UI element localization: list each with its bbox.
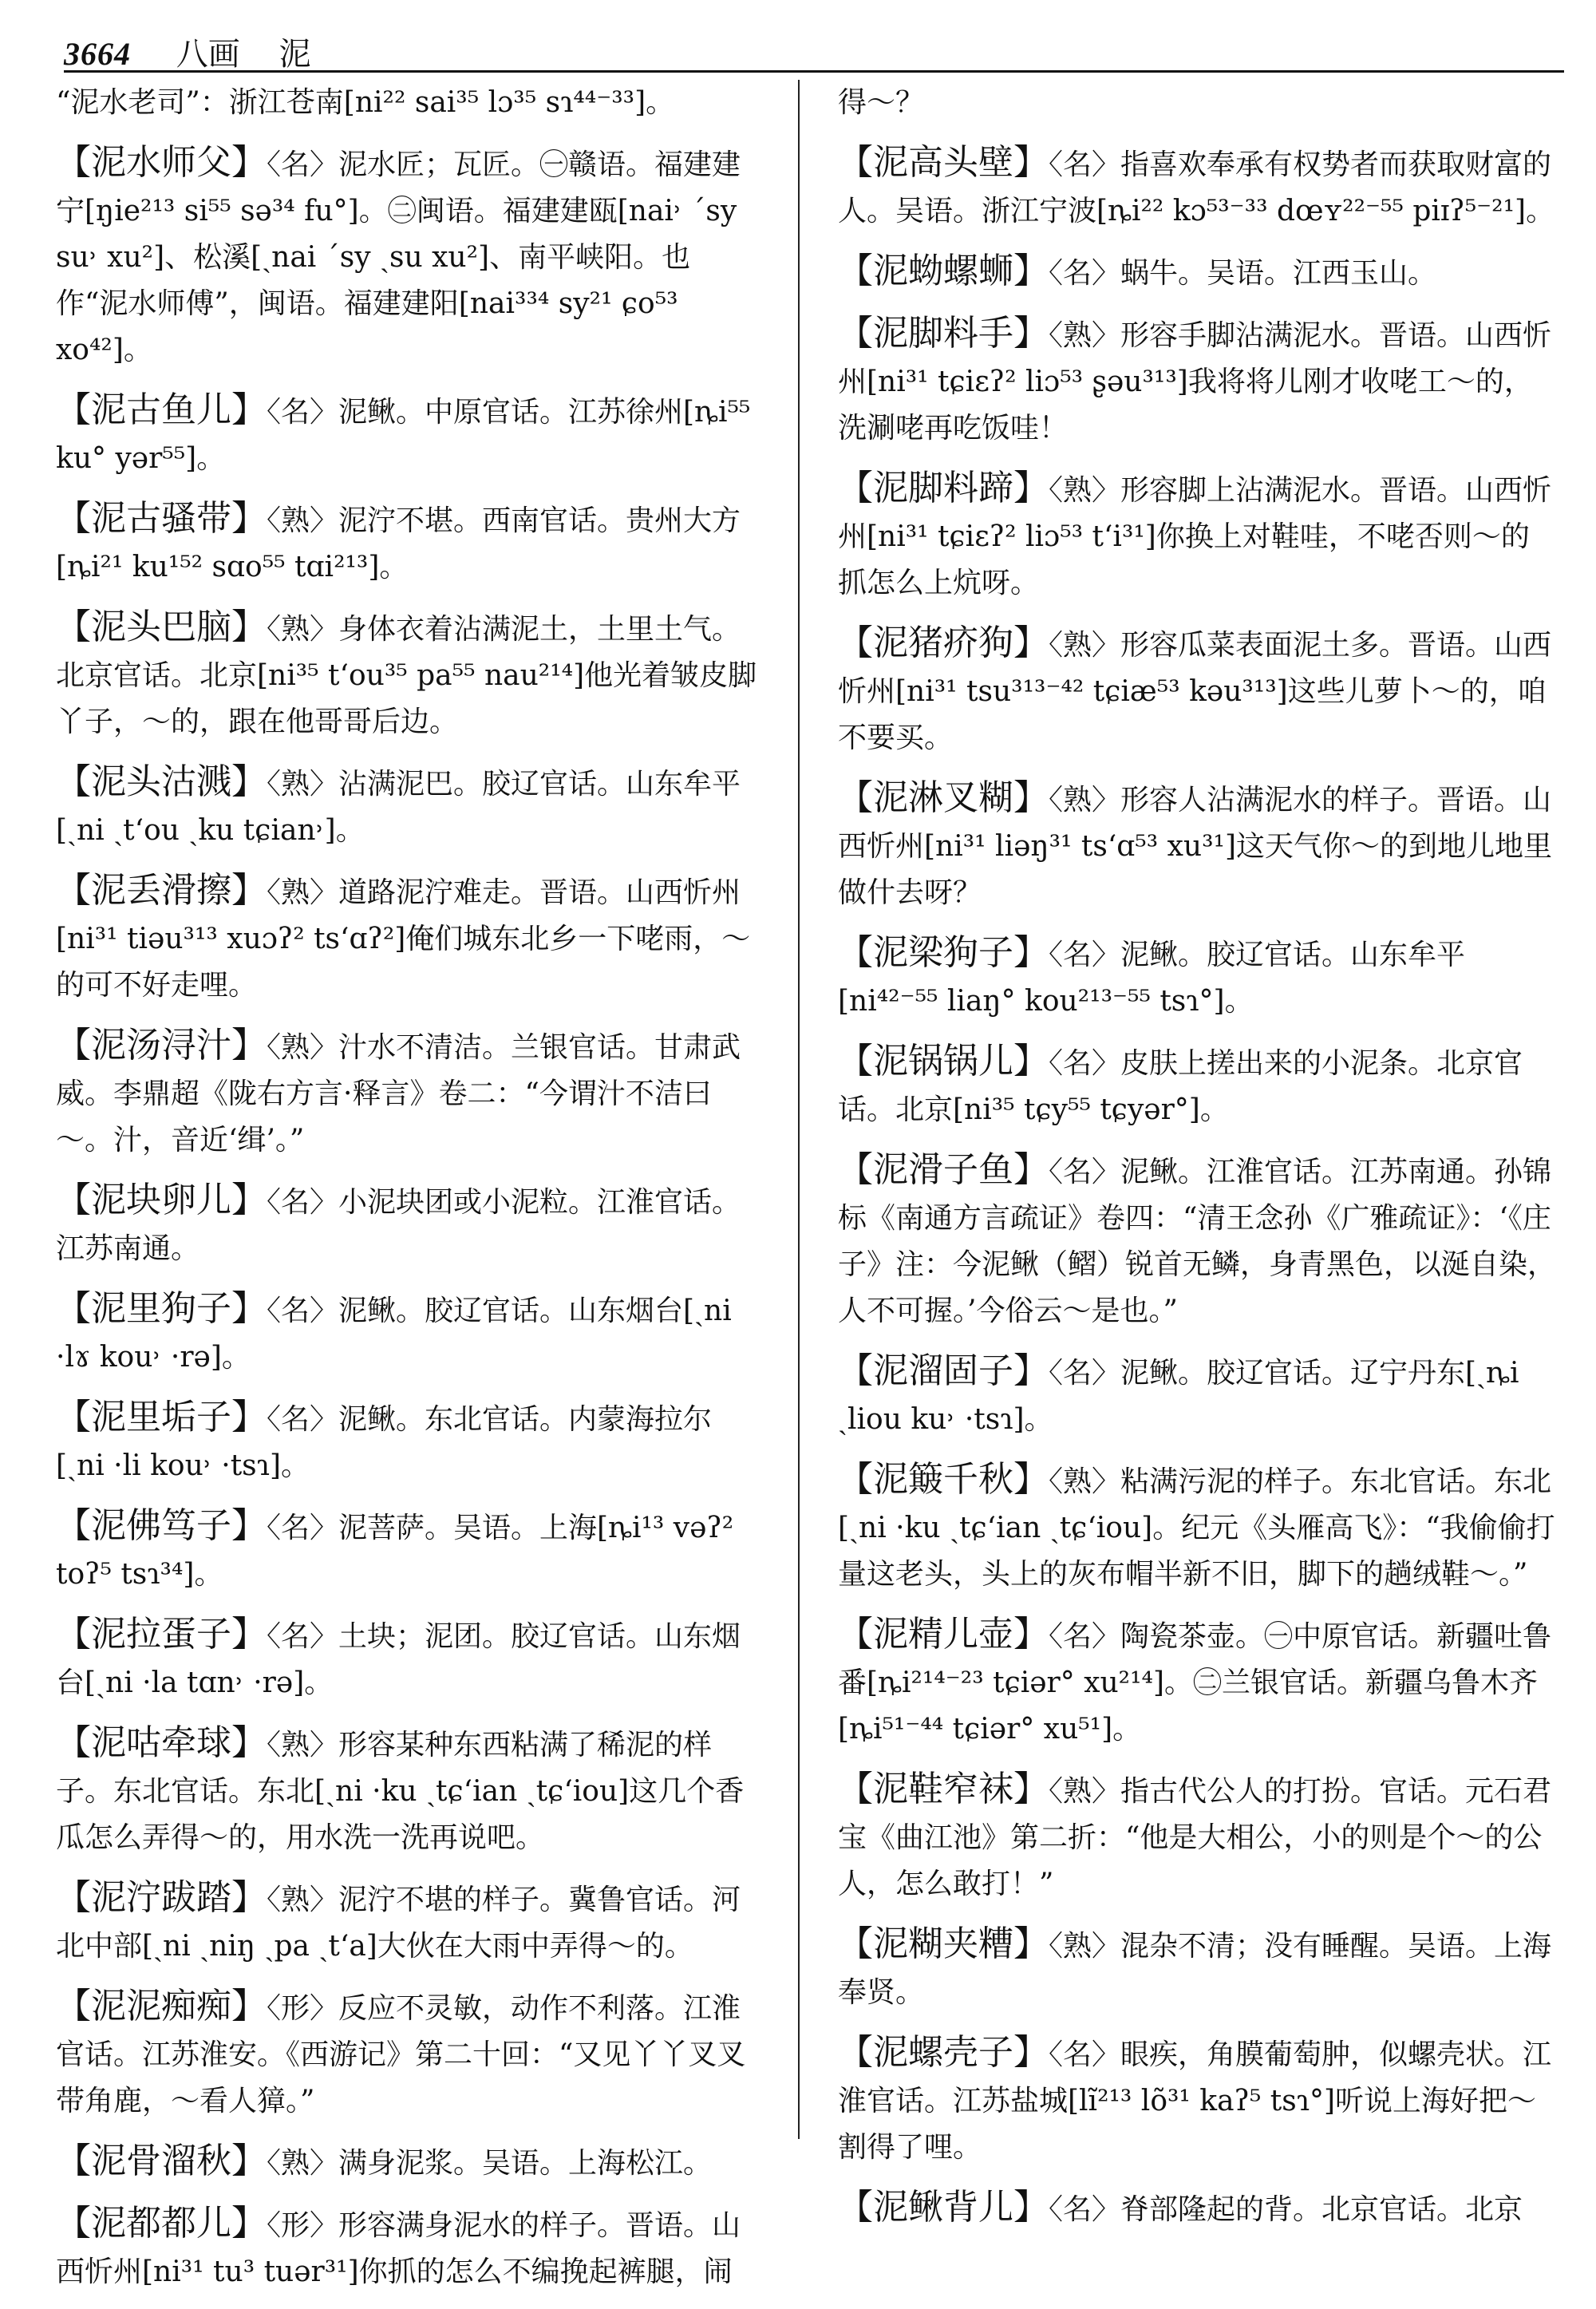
entry-definition: 〈熟〉粘满污泥的样子。东北官话。东北[ˏni ·ku ˏtɕ‘ian ˏtɕ‘iou]。纪元《头雁高飞》：“我偷偷打量这老头，头上的灰布帽半新不旧，脚下的趟绒鞋～。” [838, 1465, 1555, 1591]
entry-definition: 〈熟〉汁水不清洁。兰银官话。甘肃武威。李鼎超《陇右方言·释言》卷二：“今谓汁不洁曰～。汁，音近‘缉’。” [56, 1031, 741, 1156]
entry-headword: 【泥锅锅儿】 [838, 1041, 1049, 1081]
entry-headword: 【泥里垢子】 [56, 1397, 267, 1437]
dictionary-entry [56, 1394, 758, 1489]
entry-definition: 〈熟〉形容脚上沾满泥水。晋语。山西忻州[ni³¹ tɕiɛʔ² liɔ⁵³ t‘i³¹]你换上对鞋哇，不咾否则～的抓怎么上炕呀。 [838, 474, 1552, 599]
left-column [56, 80, 758, 2309]
dictionary-entry [838, 80, 1556, 126]
index-character: 泥 [279, 36, 311, 73]
dictionary-entry [838, 465, 1556, 607]
entry-headword: 【泥精儿壶】 [838, 1614, 1049, 1655]
entry-definition: 〈形〉反应不灵敏，动作不利落。江淮官话。江苏淮安。《西游记》第二十回：“又见丫丫叉叉带角鹿，～看人獐。” [56, 1992, 746, 2117]
entry-headword: 【泥块卵儿】 [56, 1180, 267, 1220]
column-divider [798, 80, 800, 2139]
entry-definition: “泥水老司”：浙江苍南[ni²² sai³⁵ lɔ³⁵ sɿ⁴⁴⁻³³]。 [56, 86, 675, 119]
entry-definition: 〈名〉小泥块团或小泥粒。江淮官话。江苏南通。 [56, 1186, 741, 1265]
dictionary-entry [56, 1720, 758, 1861]
entry-definition: 〈名〉泥水匠；瓦匠。㊀赣语。福建建宁[ŋie²¹³ si⁵⁵ sə³⁴ fu°]。㊁闽语。福建建瓯[nai˒ ˊsy su˒ xu²]、松溪[ˏnai ˊsy ˏsu xu²]、南平峡阳。也作“泥水师傅”，闽语。福建建阳[nai³³⁴ sy²¹ ɕo⁵³ xo⁴²]。 [56, 148, 741, 366]
dictionary-entry [838, 1611, 1556, 1753]
entry-headword: 【泥拉蛋子】 [56, 1614, 267, 1655]
entry-headword: 【泥泥痴痴】 [56, 1986, 267, 2026]
entry-definition: 〈名〉蜗牛。吴语。江西玉山。 [1049, 257, 1437, 290]
dictionary-entry [838, 2184, 1556, 2233]
dictionary-entry [56, 496, 758, 591]
dictionary-entry [56, 1177, 758, 1272]
entry-headword: 【泥头巴脑】 [56, 607, 267, 647]
dictionary-entry [838, 1766, 1556, 1908]
entry-definition: 〈熟〉形容某种东西粘满了稀泥的样子。东北官话。东北[ˏni ·ku ˏtɕ‘ian ˏtɕ‘iou]这几个香瓜怎么弄得～的，用水洗一洗再说吧。 [56, 1729, 745, 1854]
entry-definition: 〈名〉泥菩萨。吴语。上海[ȵi¹³ vəʔ² toʔ⁵ tsɿ³⁴]。 [56, 1512, 734, 1591]
entry-headword: 【泥簸千秋】 [838, 1459, 1049, 1500]
dictionary-entry [838, 1348, 1556, 1443]
entry-definition: 〈形〉形容满身泥水的样子。晋语。山西忻州[ni³¹ tu³ tuər³¹]你抓的怎么不编挽起裤腿，闹 [56, 2209, 741, 2288]
entry-definition: 〈名〉脊部隆起的背。北京官话。北京 [1049, 2193, 1523, 2226]
dictionary-entry [838, 140, 1556, 235]
entry-headword: 【泥古鱼儿】 [56, 389, 267, 430]
entry-headword: 【泥脚料手】 [838, 313, 1049, 354]
entry-definition: 〈熟〉身体衣着沾满泥土，土里土气。北京官话。北京[ni³⁵ t‘ou³⁵ pa⁵⁵ nau²¹⁴]他光着皱皮脚丫子，～的，跟在他哥哥后边。 [56, 613, 757, 738]
entry-definition: 〈熟〉泥泞不堪。西南官话。贵州大方[ȵi²¹ ku¹⁵² sɑo⁵⁵ tɑi²¹³]。 [56, 504, 741, 583]
dictionary-entry [56, 80, 758, 126]
page-header [64, 29, 1564, 73]
entry-definition: 〈熟〉形容人沾满泥水的样子。晋语。山西忻州[ni³¹ liəŋ³¹ ts‘ɑ⁵³ xu³¹]这天气你～的到地儿地里做什去呀？ [838, 784, 1553, 909]
entry-headword: 【泥滑子鱼】 [838, 1149, 1049, 1190]
entry-definition: 得～？ [838, 86, 925, 119]
entry-definition: 〈名〉泥鳅。东北官话。内蒙海拉尔[ˏni ·li kou˒ ·tsɿ]。 [56, 1403, 713, 1482]
dictionary-entry [838, 310, 1556, 452]
right-column [838, 80, 1556, 2247]
dictionary-entry [838, 775, 1556, 916]
entry-definition: 〈名〉陶瓷茶壶。㊀中原官话。新疆吐鲁番[ȵi²¹⁴⁻²³ tɕiər° xu²¹⁴]。㊁兰银官话。新疆乌鲁木齐[ȵi⁵¹⁻⁴⁴ tɕiər° xu⁵¹]。 [838, 1620, 1552, 1746]
dictionary-entry [838, 1921, 1556, 2016]
dictionary-entry [56, 604, 758, 745]
entry-definition: 〈熟〉道路泥泞难走。晋语。山西忻州[ni³¹ tiəu³¹³ xuɔʔ² ts‘ɑʔ²]俺们城东北乡一下咾雨，～的可不好走哩。 [56, 876, 751, 1002]
entry-headword: 【泥蚴螺蛳】 [838, 251, 1049, 291]
dictionary-entry [56, 1022, 758, 1164]
dictionary-entry [838, 248, 1556, 297]
entry-headword: 【泥高头壁】 [838, 142, 1049, 183]
dictionary-entry [838, 1147, 1556, 1334]
dictionary-entry [56, 2200, 758, 2295]
dictionary-entry [838, 620, 1556, 761]
entry-headword: 【泥咕牵球】 [56, 1722, 267, 1763]
dictionary-entry [56, 387, 758, 482]
entry-headword: 【泥头沽溅】 [56, 761, 267, 802]
dictionary-entry [56, 1503, 758, 1598]
dictionary-entry [56, 140, 758, 374]
entry-headword: 【泥鞋窄袜】 [838, 1769, 1049, 1809]
entry-definition: 〈名〉眼疾，角膜葡萄肿，似螺壳状。江淮官话。江苏盐城[lĩ²¹³ lõ³¹ kaʔ⁵ tsɿ°]听说上海好把～割得了哩。 [838, 2038, 1552, 2164]
entry-definition: 〈名〉土块；泥团。胶辽官话。山东烟台[ˏni ·la tɑn˒ ·rə]。 [56, 1620, 741, 1699]
dictionary-entry [56, 868, 758, 1009]
dictionary-entry [838, 930, 1556, 1025]
page-number: 3664 [64, 36, 131, 72]
dictionary-entry [838, 1457, 1556, 1598]
entry-headword: 【泥溜固子】 [838, 1350, 1049, 1391]
entry-headword: 【泥泞跋踏】 [56, 1877, 267, 1918]
entry-headword: 【泥里狗子】 [56, 1288, 267, 1329]
entry-headword: 【泥梁狗子】 [838, 932, 1049, 973]
entry-definition: 〈熟〉沾满泥巴。胶辽官话。山东牟平[ˏni ˏt‘ou ˏku tɕian˒]。 [56, 768, 741, 847]
entry-headword: 【泥骨溜秋】 [56, 2141, 267, 2181]
entry-definition: 〈名〉泥鳅。胶辽官话。山东牟平[ni⁴²⁻⁵⁵ liaŋ° kou²¹³⁻⁵⁵ tsɿ°]。 [838, 939, 1466, 1018]
entry-headword: 【泥水师父】 [56, 142, 267, 183]
entry-definition: 〈名〉泥鳅。江淮官话。江苏南通。孙锦标《南通方言疏证》卷四：“清王念孙《广雅疏证》：‘《庄子》注：今泥鳅（鳛）锐首无鳞，身青黑色，以涎自染，人不可握。’今俗云～是也。” [838, 1156, 1557, 1327]
entry-headword: 【泥丢滑擦】 [56, 870, 267, 911]
entry-headword: 【泥淋叉糊】 [838, 777, 1049, 818]
entry-headword: 【泥猪疥狗】 [838, 623, 1049, 663]
section-label: 八画 [176, 36, 240, 73]
entry-headword: 【泥古骚带】 [56, 498, 267, 539]
header-rule [64, 70, 1564, 73]
entry-headword: 【泥糊夹糟】 [838, 1924, 1049, 1964]
dictionary-entry [56, 2138, 758, 2187]
dictionary-entry [56, 1611, 758, 1706]
entry-definition: 〈熟〉满身泥浆。吴语。上海松江。 [267, 2147, 713, 2180]
dictionary-entry [56, 759, 758, 854]
entry-headword: 【泥鳅背儿】 [838, 2187, 1049, 2228]
entry-definition: 〈熟〉形容手脚沾满泥水。晋语。山西忻州[ni³¹ tɕiɛʔ² liɔ⁵³ ʂəu³¹³]我将将儿刚才收咾工～的，洗涮咾再吃饭哇！ [838, 319, 1552, 445]
entry-headword: 【泥都都儿】 [56, 2203, 267, 2244]
dictionary-entry [56, 1875, 758, 1970]
entry-definition: 〈名〉皮肤上搓出来的小泥条。北京官话。北京[ni³⁵ tɕy⁵⁵ tɕyər°]。 [838, 1047, 1523, 1126]
dictionary-entry [838, 1038, 1556, 1133]
dictionary-entry [56, 1286, 758, 1381]
entry-definition: 〈熟〉形容瓜菜表面泥土多。晋语。山西忻州[ni³¹ tsu³¹³⁻⁴² tɕiæ⁵³ kəu³¹³]这些儿萝卜～的，咱不要买。 [838, 629, 1552, 754]
entry-definition: 〈名〉泥鳅。胶辽官话。山东烟台[ˏni ·lɤ kou˒ ·rə]。 [56, 1295, 732, 1374]
entry-headword: 【泥汤浔汁】 [56, 1025, 267, 1066]
entry-definition: 〈名〉指喜欢奉承有权势者而获取财富的人。吴语。浙江宁波[ȵi²² kɔ⁵³⁻³³ dœʏ²²⁻⁵⁵ piɪʔ⁵⁻²¹]。 [838, 148, 1555, 227]
entry-definition: 〈名〉泥鳅。胶辽官话。辽宁丹东[ˏȵi ˏliou ku˒ ·tsɿ]。 [838, 1357, 1519, 1436]
entry-definition: 〈熟〉泥泞不堪的样子。冀鲁官话。河北中部[ˏni ˏniŋ ˏpa ˏt‘a]大伙在大雨中弄得～的。 [56, 1884, 741, 1963]
dictionary-entry [838, 2030, 1556, 2171]
entry-definition: 〈熟〉混杂不清；没有睡醒。吴语。上海奉贤。 [838, 1930, 1552, 2009]
entry-definition: 〈熟〉指古代公人的打扮。官话。元石君宝《曲江池》第二折：“他是大相公，小的则是个～的公人，怎么敢打！” [838, 1775, 1552, 1900]
entry-definition: 〈名〉泥鳅。中原官话。江苏徐州[ȵi⁵⁵ ku° yər⁵⁵]。 [56, 396, 751, 475]
entry-headword: 【泥脚料蹄】 [838, 468, 1049, 508]
dictionary-entry [56, 1983, 758, 2125]
entry-headword: 【泥佛笃子】 [56, 1505, 267, 1546]
entry-headword: 【泥螺壳子】 [838, 2032, 1049, 2073]
